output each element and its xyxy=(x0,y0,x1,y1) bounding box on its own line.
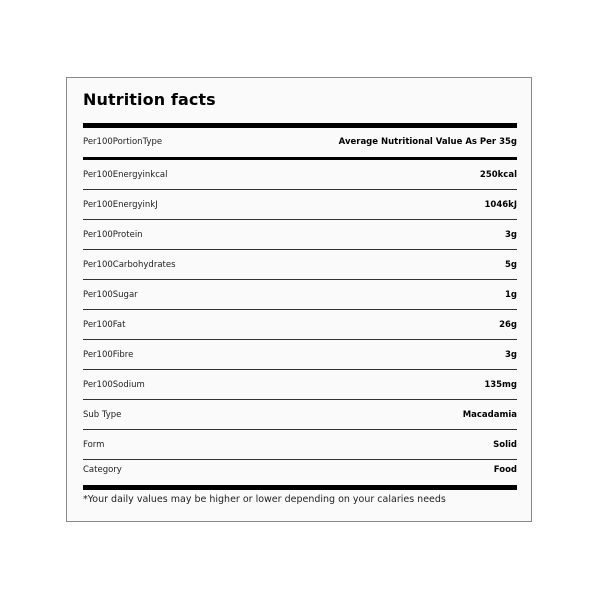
table-row xyxy=(83,250,517,280)
table-row xyxy=(83,190,517,220)
footnote: *Your daily values may be higher or lower depending on your calaries needs xyxy=(83,494,446,505)
table-row xyxy=(83,400,517,430)
row-label: Per100Sodium xyxy=(83,379,145,390)
table-row xyxy=(83,220,517,250)
table-row xyxy=(83,456,517,484)
row-label: Per100Fibre xyxy=(83,349,134,360)
row-label: Per100EnergyinkJ xyxy=(83,199,158,210)
row-value: 250kcal xyxy=(479,169,517,180)
table-row xyxy=(83,160,517,190)
row-value: 5g xyxy=(505,259,517,270)
row-value: Solid xyxy=(493,439,517,450)
row-label: Per100Carbohydrates xyxy=(83,259,176,270)
bottom-divider xyxy=(83,485,517,490)
table-row xyxy=(83,310,517,340)
row-value: 135mg xyxy=(484,379,517,390)
portion-header-row xyxy=(83,128,517,156)
row-value: 26g xyxy=(499,319,517,330)
table-row xyxy=(83,340,517,370)
row-value: Macadamia xyxy=(462,409,517,420)
row-value: 3g xyxy=(505,229,517,240)
row-label: Form xyxy=(83,439,105,450)
row-value: 1046kJ xyxy=(484,199,517,210)
row-label: Category xyxy=(83,465,122,475)
row-value: 1g xyxy=(505,289,517,300)
table-row xyxy=(83,280,517,310)
nutrition-facts-panel xyxy=(66,77,532,522)
row-value: Food xyxy=(493,465,517,475)
table-row xyxy=(83,370,517,400)
row-label: Per100Protein xyxy=(83,229,143,240)
row-label: Sub Type xyxy=(83,409,122,420)
portion-type-label: Per100PortionType xyxy=(83,137,163,147)
row-value: 3g xyxy=(505,349,517,360)
row-label: Per100Sugar xyxy=(83,289,138,300)
panel-title: Nutrition facts xyxy=(83,90,216,109)
row-label: Per100Energyinkcal xyxy=(83,169,168,180)
row-label: Per100Fat xyxy=(83,319,126,330)
portion-type-value: Average Nutritional Value As Per 35g xyxy=(338,137,517,147)
